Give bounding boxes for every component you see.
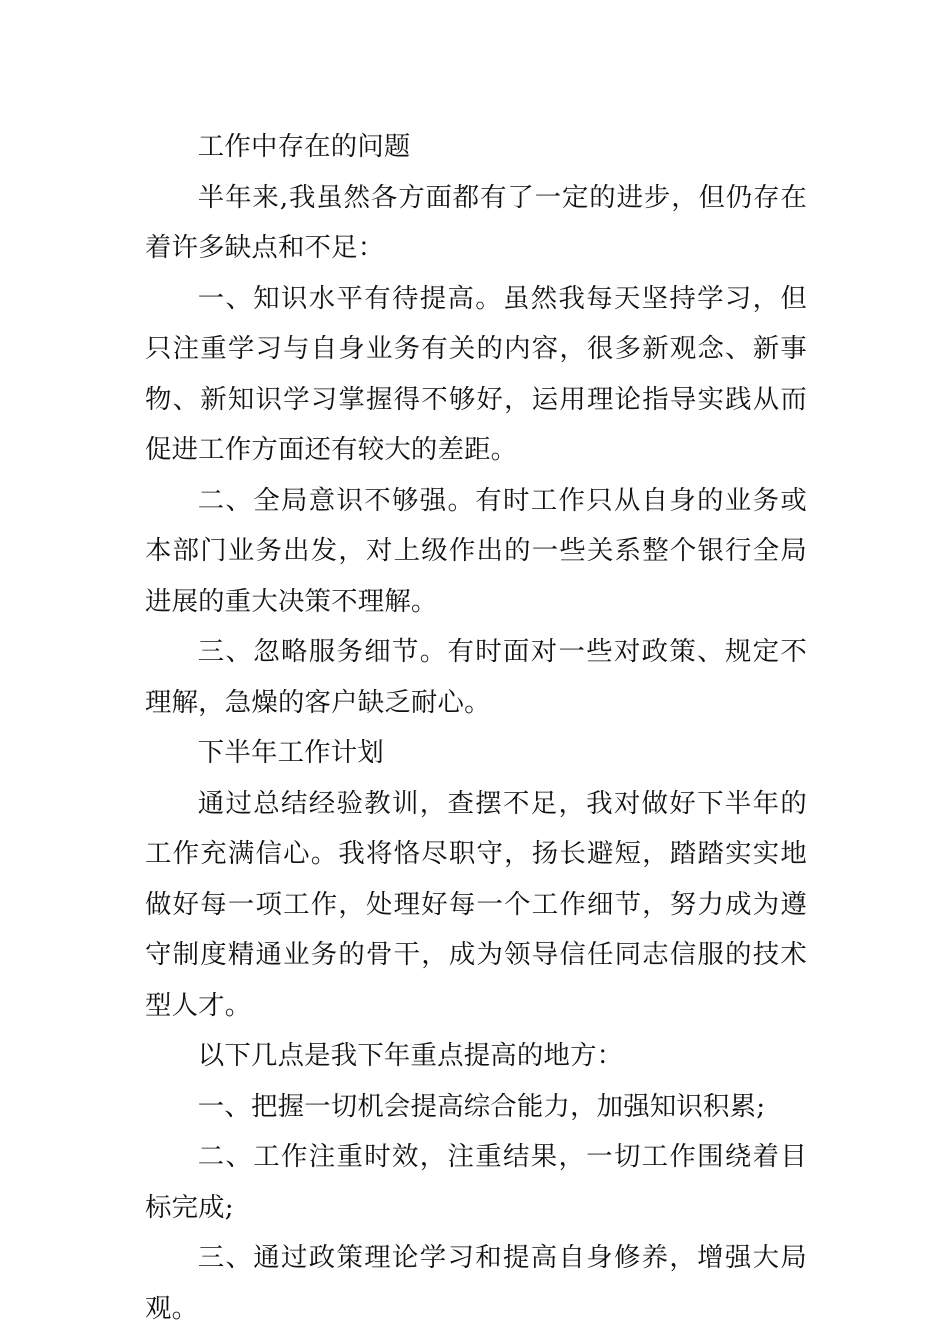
paragraph-plan-2: 二、工作注重时效，注重结果，一切工作围绕着目标完成; <box>145 1141 807 1223</box>
paragraph-plan-1: 一、把握一切机会提高综合能力，加强知识积累; <box>197 1090 766 1122</box>
paragraph-plan-intro: 通过总结经验教训，查摆不足，我对做好下半年的工作充满信心。我将恪尽职守，扬长避短，踏踏实实地做好每一项工作，处理好每一个工作细节，努力成为遵守制度精通业务的骨干，成为领导信任同志信服的技术型人才。 <box>145 787 807 1021</box>
paragraph-problem-1: 一、知识水平有待提高。虽然我每天坚持学习，但只注重学习与自身业务有关的内容，很多新观念、新事物、新知识学习掌握得不够好，运用理论指导实践从而促进工作方面还有较大的差距。 <box>145 282 807 465</box>
paragraph-plan-3: 三、通过政策理论学习和提高自身修养，增强大局观。 <box>145 1242 807 1324</box>
paragraph-intro: 半年来,我虽然各方面都有了一定的进步，但仍存在着许多缺点和不足： <box>145 181 807 263</box>
section-heading-problems: 工作中存在的问题 <box>197 131 411 162</box>
paragraph-problem-2: 二、全局意识不够强。有时工作只从自身的业务或本部门业务出发，对上级作出的一些关系整个银行全局进展的重大决策不理解。 <box>145 484 807 617</box>
paragraph-plan-lead: 以下几点是我下年重点提高的地方： <box>197 1040 624 1071</box>
section-heading-plan: 下半年工作计划 <box>197 737 384 768</box>
paragraph-problem-3: 三、忽略服务细节。有时面对一些对政策、规定不理解，急燥的客户缺乏耐心。 <box>145 636 807 718</box>
document-body <box>145 122 807 1334</box>
